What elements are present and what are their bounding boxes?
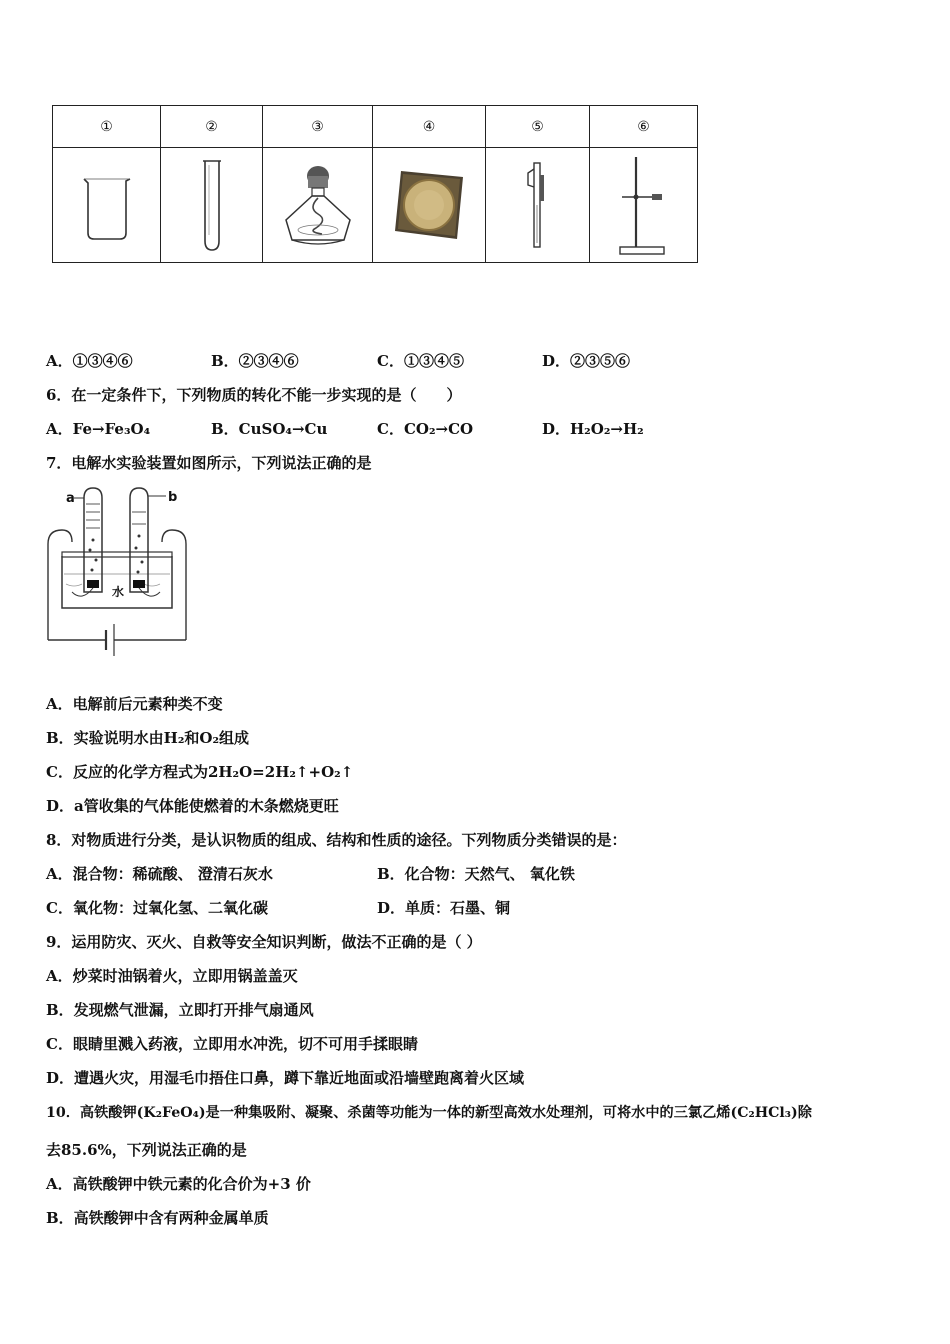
test-tube-icon	[192, 155, 232, 255]
apparatus-header: ④	[373, 106, 486, 148]
apparatus-header: ①	[53, 106, 161, 148]
q8-option-d: D．单质：石墨、铜	[377, 899, 511, 917]
apparatus-table	[52, 105, 698, 263]
iron-stand-icon	[614, 153, 674, 258]
q6-option-a: A．Fe→Fe₃O₄	[46, 420, 151, 438]
q6-option-b: B．CuSO₄→Cu	[211, 420, 328, 438]
q7-option-d: D．a管收集的气体能使燃着的木条燃烧更旺	[46, 797, 339, 815]
apparatus-header: ⑤	[486, 106, 590, 148]
q7-option-b: B．实验说明水由H₂和O₂组成	[46, 729, 250, 747]
q9-stem: 9．运用防灾、灭火、自救等安全知识判断，做法不正确的是（ ）	[46, 933, 482, 951]
q8-stem: 8．对物质进行分类，是认识物质的组成、结构和性质的途径。下列物质分类错误的是：	[46, 831, 627, 849]
q5-option-b: B．②③④⑥	[211, 352, 299, 370]
test-tube-holder-icon	[518, 155, 558, 255]
q10-option-b: B．高铁酸钾中含有两种金属单质	[46, 1209, 269, 1227]
beaker-icon	[72, 165, 142, 245]
asbestos-mesh-icon	[389, 165, 469, 245]
q10-option-a: A．高铁酸钾中铁元素的化合价为+3 价	[46, 1175, 311, 1193]
alcohol-lamp-icon	[278, 158, 358, 253]
q9-option-d: D．遭遇火灾，用湿毛巾捂住口鼻，蹲下靠近地面或沿墙壁跑离着火区域	[46, 1069, 525, 1087]
apparatus-header: ⑥	[590, 106, 698, 148]
q9-option-c: C．眼睛里溅入药液，立即用水冲洗，切不可用手揉眼睛	[46, 1035, 418, 1053]
tube-a-label: a	[66, 491, 75, 506]
water-label: 水	[112, 585, 125, 599]
q7-option-a: A．电解前后元素种类不变	[46, 695, 223, 713]
q5-option-a: A．①③④⑥	[46, 352, 133, 370]
q10-stem-line1: 10．高铁酸钾(K₂FeO₄)是一种集吸附、凝聚、杀菌等功能为一体的新型高效水处理剂，可将水中的三氯乙烯(C₂HCl₃)除	[46, 1105, 812, 1121]
apparatus-header: ②	[161, 106, 263, 148]
q6-stem: 6．在一定条件下，下列物质的转化不能一步实现的是（ ）	[46, 386, 462, 404]
q9-option-a: A．炒菜时油锅着火，立即用锅盖盖灭	[46, 967, 298, 985]
q5-option-d: D．②③⑤⑥	[542, 352, 631, 370]
q6-option-c: C．CO₂→CO	[377, 420, 474, 438]
q7-option-c: C．反应的化学方程式为2H₂O=2H₂↑+O₂↑	[46, 763, 354, 781]
q7-stem: 7．电解水实验装置如图所示，下列说法正确的是	[46, 454, 372, 472]
q10-stem-line2: 去85.6%，下列说法正确的是	[46, 1141, 247, 1159]
q8-option-c: C．氧化物：过氧化氢、二氧化碳	[46, 899, 268, 917]
electrolysis-apparatus-diagram	[44, 484, 194, 666]
tube-b-label: b	[168, 490, 178, 505]
q6-option-d: D．H₂O₂→H₂	[542, 420, 644, 438]
q9-option-b: B．发现燃气泄漏，立即打开排气扇通风	[46, 1001, 314, 1019]
q8-option-b: B．化合物：天然气、 氧化铁	[377, 865, 575, 883]
q8-option-a: A．混合物：稀硫酸、 澄清石灰水	[46, 865, 273, 883]
q5-option-c: C．①③④⑤	[377, 352, 464, 370]
apparatus-header: ③	[263, 106, 373, 148]
